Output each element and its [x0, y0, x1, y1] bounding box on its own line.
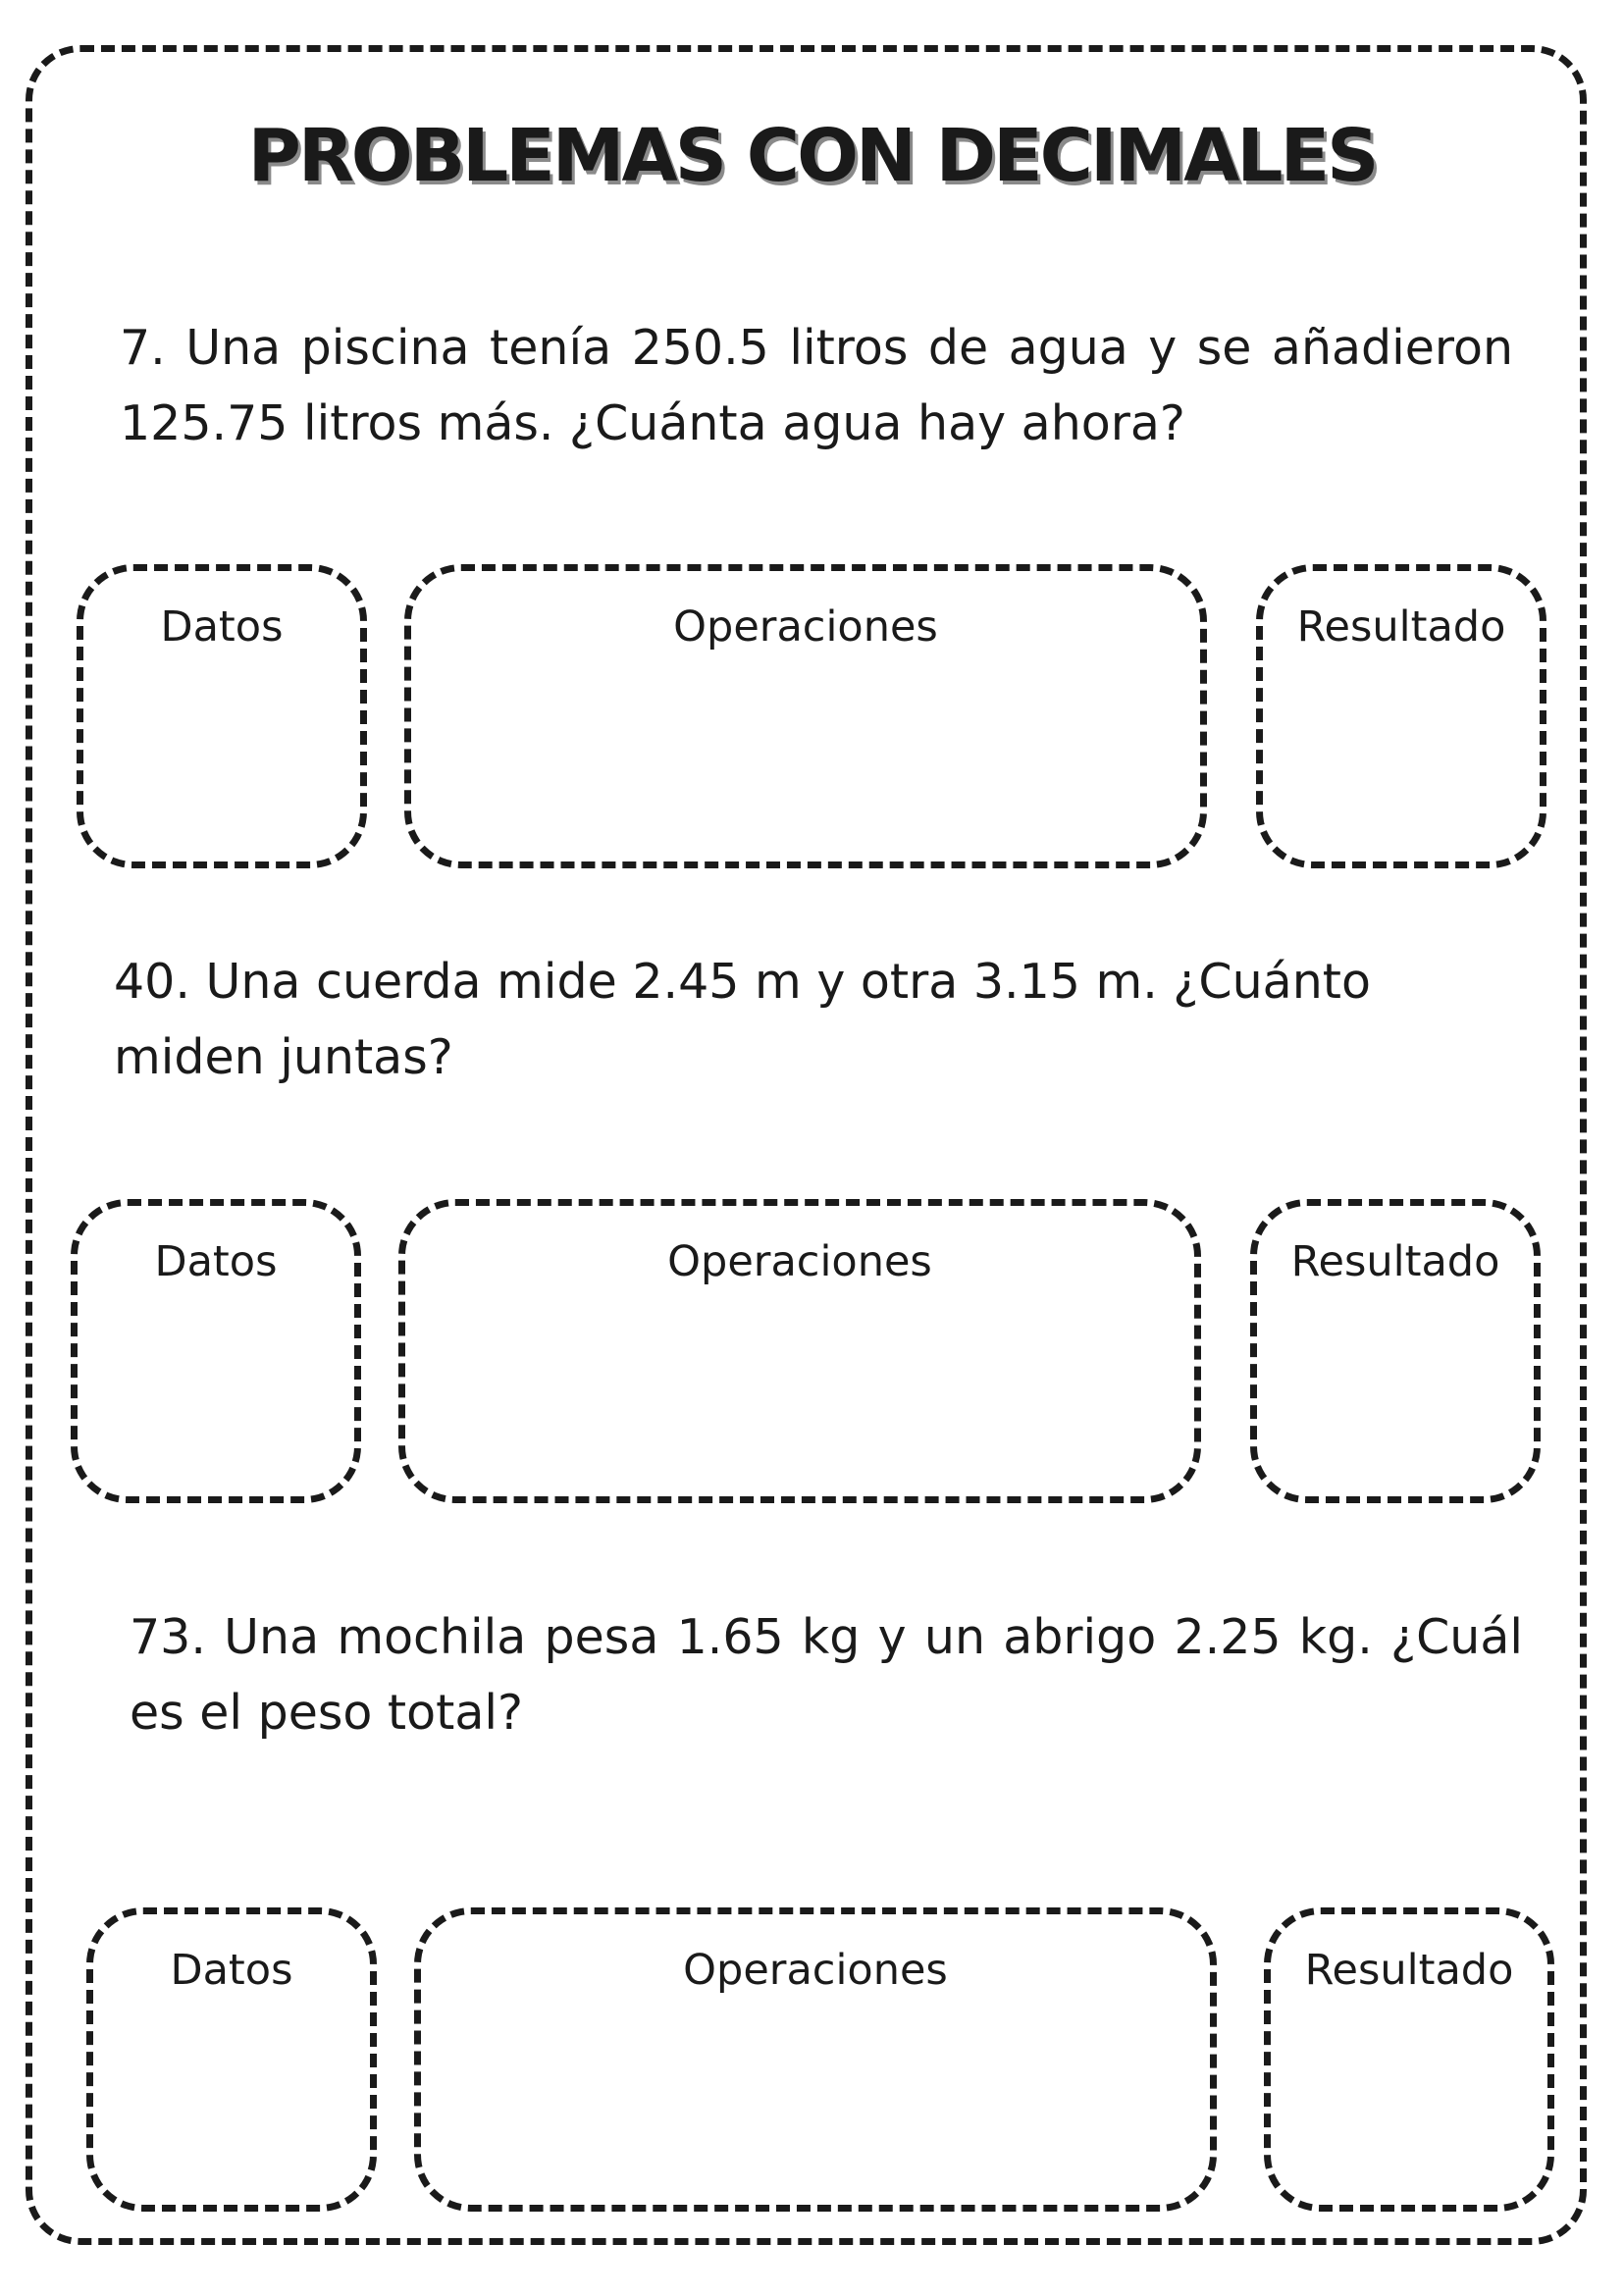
operaciones-label: Operaciones — [667, 1237, 932, 1286]
datos-label: Datos — [160, 602, 284, 652]
problem-1-datos-box[interactable] — [77, 564, 367, 868]
problem-1-resultado-box[interactable] — [1256, 564, 1546, 868]
datos-label: Datos — [154, 1237, 278, 1286]
problem-2-resultado-box[interactable] — [1250, 1199, 1541, 1503]
problem-2-datos-box[interactable] — [71, 1199, 361, 1503]
problem-3-operaciones-box[interactable] — [414, 1907, 1217, 2212]
problem-2-operaciones-box[interactable] — [398, 1199, 1201, 1503]
problem-1-text: 7. Una piscina tenía 250.5 litros de agua y se añadieron 125.75 litros más. ¿Cuánta agua hay ahora? — [120, 320, 1513, 451]
resultado-label: Resultado — [1304, 1946, 1514, 1995]
problem-1-operaciones-box[interactable] — [404, 564, 1207, 868]
problem-3-resultado-box[interactable] — [1264, 1907, 1554, 2212]
resultado-label: Resultado — [1290, 1237, 1500, 1286]
operaciones-label: Operaciones — [673, 602, 938, 652]
problem-3-datos-box[interactable] — [86, 1907, 377, 2212]
problem-3-text: 73. Una mochila pesa 1.65 kg y un abrigo 2.25 kg. ¿Cuál es el peso total? — [130, 1609, 1523, 1741]
operaciones-label: Operaciones — [683, 1946, 948, 1995]
datos-label: Datos — [170, 1946, 293, 1995]
problem-2-text: 40. Una cuerda mide 2.45 m y otra 3.15 m. ¿Cuánto miden juntas? — [114, 954, 1371, 1085]
page-title: PROBLEMAS CON DECIMALES — [247, 114, 1377, 198]
resultado-label: Resultado — [1296, 602, 1506, 652]
